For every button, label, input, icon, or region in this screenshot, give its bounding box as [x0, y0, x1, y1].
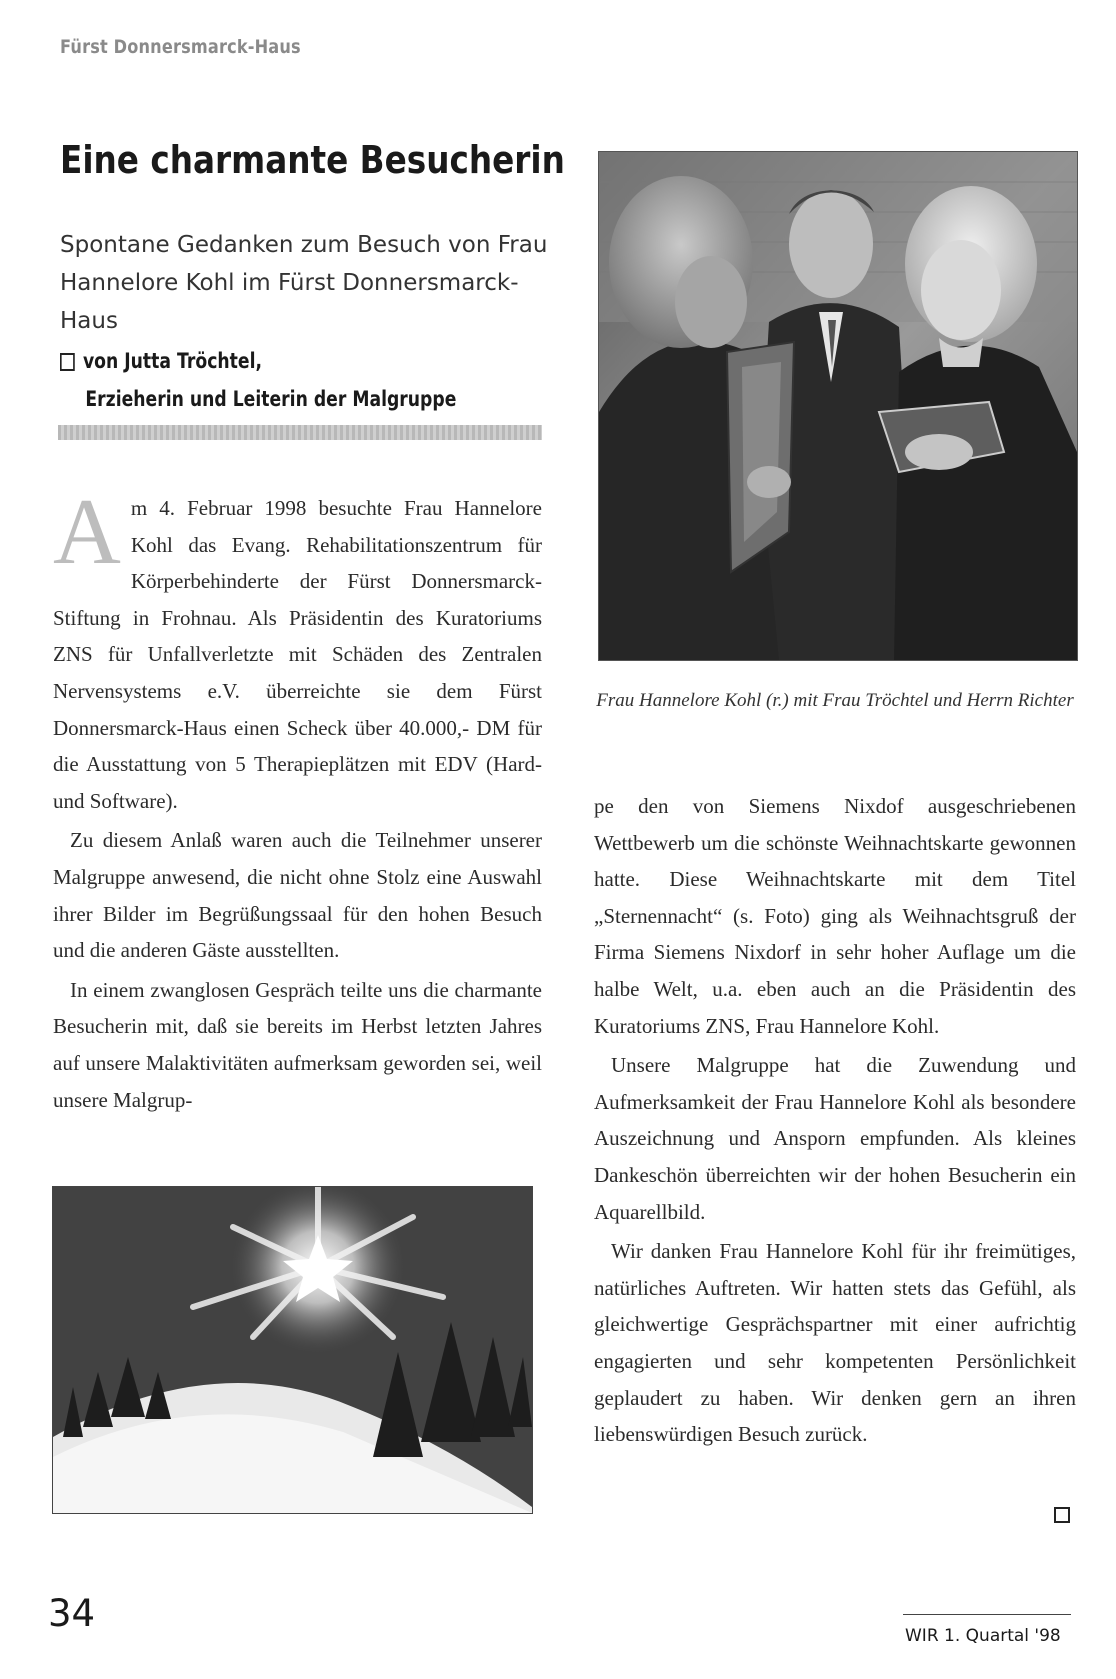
article-subtitle: Spontane Gedanken zum Besuch von Frau Hannelore Kohl im Fürst Donnersmarck-Haus: [60, 232, 548, 334]
paragraph-3-continued: pe den von Siemens Nixdof ausgeschriebenen Wettbewerb um die schönste Weihnachtskarte gewonnen hatte. Diese Weihnachtskarte mit dem Titel „Sternennacht“ (s. Foto) ging als Weihnachtsgruß der Firma Siemens Nixdorf in sehr hoher Auflage um die halbe Welt, u.a. eben auch an die Präsidentin des Kuratoriums ZNS, Frau Hannelore Kohl.: [594, 794, 1076, 1038]
event-photo: [598, 151, 1078, 661]
paragraph-1: Am 4. Februar 1998 besuchte Frau Hannelore Kohl das Evang. Rehabilitationszentrum für Körperbehinderte der Fürst Donnersmarck-Stiftung in Frohnau. Als Präsidentin des Kuratoriums ZNS für Unfallverletzte mit Schäden des Zentralen Nervensystems e.V. überreichte sie dem Fürst Donnersmarck-Haus einen Scheck über 40.000,- DM für die Ausstattung von 5 Therapieplätzen mit EDV (Hard- und Software).: [53, 480, 542, 813]
photo-caption: Frau Hannelore Kohl (r.) mit Frau Tröchtel und Herrn Richter: [596, 690, 1074, 711]
end-of-article-icon: [1054, 1507, 1070, 1523]
paragraph-2: Zu diesem Anlaß waren auch die Teilnehmer unserer Malgruppe anwesend, die nicht ohne Stolz eine Auswahl ihrer Bilder im Begrüßungssaal für den hohen Besuch und die anderen Gäste ausstellten.: [53, 828, 542, 963]
paragraph-4: Unsere Malgruppe hat die Zuwendung und Aufmerksamkeit der Frau Hannelore Kohl als besondere Auszeichnung und Ansporn empfunden. Als kleines Dankeschön überreichten wir der hohen Besucherin ein Aquarellbild.: [594, 1053, 1076, 1224]
running-head: Fürst Donnersmarck-Haus: [60, 36, 301, 58]
section-divider: [58, 425, 542, 440]
star-night-painting: [52, 1186, 533, 1514]
paragraph-5: Wir danken Frau Hannelore Kohl für ihr freimütiges, natürliches Auftreten. Wir hatten stets das Gefühl, als gleichwertige Gesprächspartner mit einer aufrichtig engagierten und sehr kompetenten Persönlichkeit geplaudert zu haben. Wir denken gern an ihren liebenswürdigen Besuch zurück.: [594, 1239, 1076, 1447]
footer-divider: [903, 1614, 1071, 1615]
paragraph-3: In einem zwanglosen Gespräch teilte uns die charmante Besucherin mit, daß sie bereits im Herbst letzten Jahres auf unsere Malaktivitäten aufmerksam geworden sei, weil unsere Malgrup-: [53, 977, 542, 1112]
issue-footer: WIR 1. Quartal '98: [905, 1626, 1061, 1646]
byline-author: von Jutta Tröchtel,: [82, 349, 263, 373]
byline: [60, 342, 543, 418]
byline-role: Erzieherin und Leiterin der Malgruppe: [85, 387, 457, 411]
page-number: 34: [48, 1592, 96, 1635]
drop-cap: A: [53, 480, 121, 584]
column-right: [594, 788, 1076, 1453]
square-bullet-icon: [60, 353, 75, 371]
column-left: [53, 480, 542, 1118]
article-title: Eine charmante Besucherin: [60, 138, 565, 182]
